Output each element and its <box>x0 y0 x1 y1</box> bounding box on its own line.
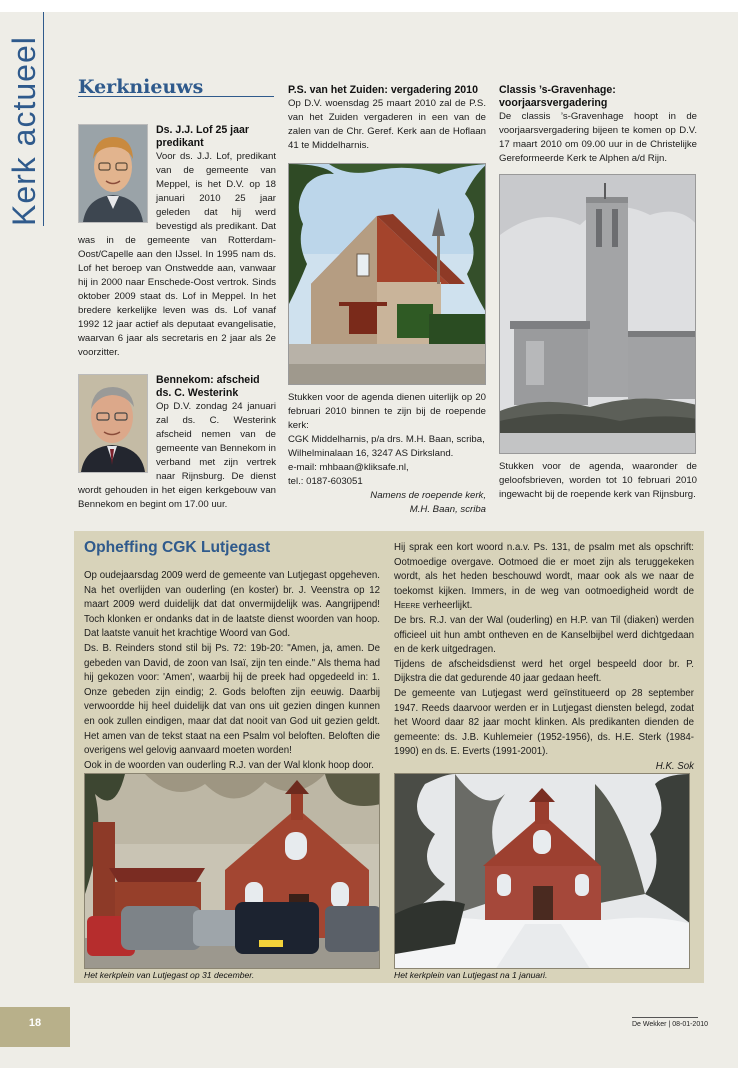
opheffing-p6: Tijdens de afscheidsdienst werd het orgel bespeeld door br. P. Dijkstra die dat gedurende 40 jaar gedaan heeft. <box>394 658 694 685</box>
opheffing-box <box>74 531 704 983</box>
opheffing-p5: De brs. R.J. van der Wal (ouderling) en H.P. van Til (diaken) werden officieel uit hun ambt ontheven en de Kanselbijbel werd dichtgedaan en de kerk uitgedragen. <box>394 614 694 656</box>
lutjegast-photo-2-image <box>395 774 690 969</box>
ps-zuiden-sign2: M.H. Baan, scriba <box>409 504 486 515</box>
lutjegast-photo-1 <box>84 773 380 969</box>
opheffing-column-1 <box>84 569 380 773</box>
footer-rule <box>632 1017 698 1018</box>
lof-heading: Ds. J.J. Lof 25 jaar predikant <box>156 124 250 149</box>
publication-footer: De Wekker | 08-01-2010 <box>632 1021 709 1028</box>
classis-agenda: Stukken voor de agenda, waaronder de geloofsbrieven, worden tot 10 februari 2010 ingewacht bij de roepende kerk van Rijnsburg. <box>499 461 697 500</box>
portrait-westerink <box>78 374 148 473</box>
ps-zuiden-address1: CGK Middelharnis, p/a drs. M.H. Baan, scriba, <box>288 434 485 445</box>
opheffing-p4a: Hij sprak een kort woord n.a.v. Ps. 131, de psalm met als opschrift: Ootmoedige overgave. Ootmoed die er moet zijn als teruggekeken wordt, als het heden beschouwd wordt, maar ook als we naar de toekomst kijken. Immers, in de weg van ootmoedigheid wordt de <box>394 542 694 597</box>
opheffing-p3: Ook in de woorden van ouderling R.J. van der Wal klonk hoop door. <box>84 759 374 771</box>
top-band <box>0 0 738 12</box>
lutjegast-photo-1-image <box>85 774 380 969</box>
opheffing-p1: Op oudejaarsdag 2009 werd de gemeente van Lutjegast opgeheven. Na het overlijden van ouderling (en koster) br. J. Veenstra op 12 maart 2009 werd duidelijk dat dat onvermijdelijk was. Aangrijpend! Toch klonken er ondanks dat in de laatste dienst woorden van hoop. Dat laatste vanuit het krachtige Woord van God. <box>84 570 380 640</box>
ps-zuiden-tel: tel.: 0187-603051 <box>288 476 363 487</box>
column-kerknieuws <box>78 76 276 512</box>
classis-intro: De classis ’s-Gravenhage hoopt in de voorjaarsvergadering bijeen te komen op D.V. 17 maart 2010 om 09.00 uur in de Christelijke Gereformeerde Kerk te Alphen a/d Rijn. <box>499 111 697 164</box>
church-middelharnis-photo <box>288 163 486 385</box>
article-westerink <box>78 374 276 512</box>
ps-zuiden-email: e-mail: mhbaan@kliksafe.nl, <box>288 462 409 473</box>
ps-zuiden-sign1: Namens de roepende kerk, <box>370 490 486 501</box>
westerink-text: Op D.V. zondag 24 januari zal ds. C. Westerink afscheid nemen van de gemeente van Bennekom in verband met zijn vertrek naar Rijnsburg. De dienst wordt gehouden in het eigen kerkgebouw van Bennekom en begint om 17.00 uur. <box>78 401 276 510</box>
ps-zuiden-heading: P.S. van het Zuiden: vergadering 2010 <box>288 84 478 96</box>
portrait-lof <box>78 124 148 223</box>
column-ps-zuiden <box>288 84 486 517</box>
lof-text: Voor ds. J.J. Lof, predikant van de gemeente van Meppel, is het D.V. op 18 januari 2010 25 jaar geleden dat hij werd bevestigd als predikant. Dat was in de gemeente van Rotterdam-Oost/Capelle aan den IJssel. In 1995 nam ds. Lof het beroep van Onstwedde aan, vanwaar hij in 2000 naar Enschede-Oost vertrok. Sinds oktober 2009 staat ds. Lof in Meppel. In het bredere kerkelijke leven was ds. Lof vanaf 1992 12 jaar actief als deputaat evangelisatie, waarvan 6 jaar als secretaris en 2 jaar als 2e voorzitter. <box>78 151 276 358</box>
opheffing-p2: Ds. B. Reinders stond stil bij Ps. 72: 19b-20: "Amen, ja, amen. De gebeden van David, de zoon van Isaï, zijn ten einde." Als thema had hij gekozen voor: 'Amen', waarbij hij de preek had opgedeeld in: 1. Onze gebeden zijn eindig; 2. Gods beloften zijn eeuwig. Daarbij verwoordde hij heel duidelijk dat van ons uit gezien dingen kunnen en ook zullen eindigen, maar dat dat nooit van God uit gezien geldt. Het amen van de tekst staat na een Psalm vol beloften. Beloften die overigens wel gelovig aanvaard moeten worden! <box>84 642 380 757</box>
ps-zuiden-intro: Op D.V. woensdag 25 maart 2010 zal de P.S. van het Zuiden vergaderen in een van de zalen van de Chr. Geref. Kerk aan de Hoflaan 41 te Middelharnis. <box>288 98 486 151</box>
section-label: Kerk actueel <box>6 36 42 226</box>
opheffing-heere: Heere <box>394 600 421 612</box>
opheffing-p4b: verheerlijkt. <box>422 600 473 612</box>
opheffing-author: H.K. Sok <box>655 760 694 772</box>
lutjegast-photo-2 <box>394 773 690 969</box>
caption-photo-1: Het kerkplein van Lutjegast op 31 december. <box>84 970 255 980</box>
classis-heading: Classis ’s-Gravenhage: voorjaarsvergadering <box>499 84 616 109</box>
caption-photo-2: Het kerkplein van Lutjegast na 1 januari. <box>394 970 548 980</box>
opheffing-p4 <box>394 541 694 614</box>
opheffing-column-2 <box>394 541 694 775</box>
portrait-westerink-image <box>79 375 147 472</box>
column-classis <box>499 84 697 502</box>
kerknieuws-title: Kerknieuws <box>78 80 274 97</box>
side-rule <box>43 12 44 226</box>
opheffing-p7: De gemeente van Lutjegast werd geïnstitueerd op 28 september 1947. Reeds daarvoor werden er in Lutjegast diensten belegd, zodat het Woord daar 82 jaar mocht klinken. Als predikanten dienden de gemeente: ds. J.B. Kuhlemeier (1952-1956), ds. H.E. Sterk (1984-1990) en ds. E. Everts (1991-2001). <box>394 687 694 758</box>
portrait-lof-image <box>79 125 147 222</box>
church-alphen-image <box>500 175 696 454</box>
opheffing-title: Opheffing CGK Lutjegast <box>84 539 271 556</box>
ps-zuiden-address2: Wilhelminalaan 16, 3247 AS Dirksland. <box>288 448 454 459</box>
church-middelharnis-image <box>289 164 486 385</box>
westerink-heading: Bennekom: afscheid ds. C. Westerink <box>156 374 260 399</box>
article-lof <box>78 124 276 360</box>
ps-zuiden-agenda: Stukken voor de agenda dienen uiterlijk op 20 februari 2010 binnen te zijn bij de roepende kerk: <box>288 392 486 431</box>
church-alphen-photo <box>499 174 696 454</box>
page-number: 18 <box>0 1007 70 1047</box>
